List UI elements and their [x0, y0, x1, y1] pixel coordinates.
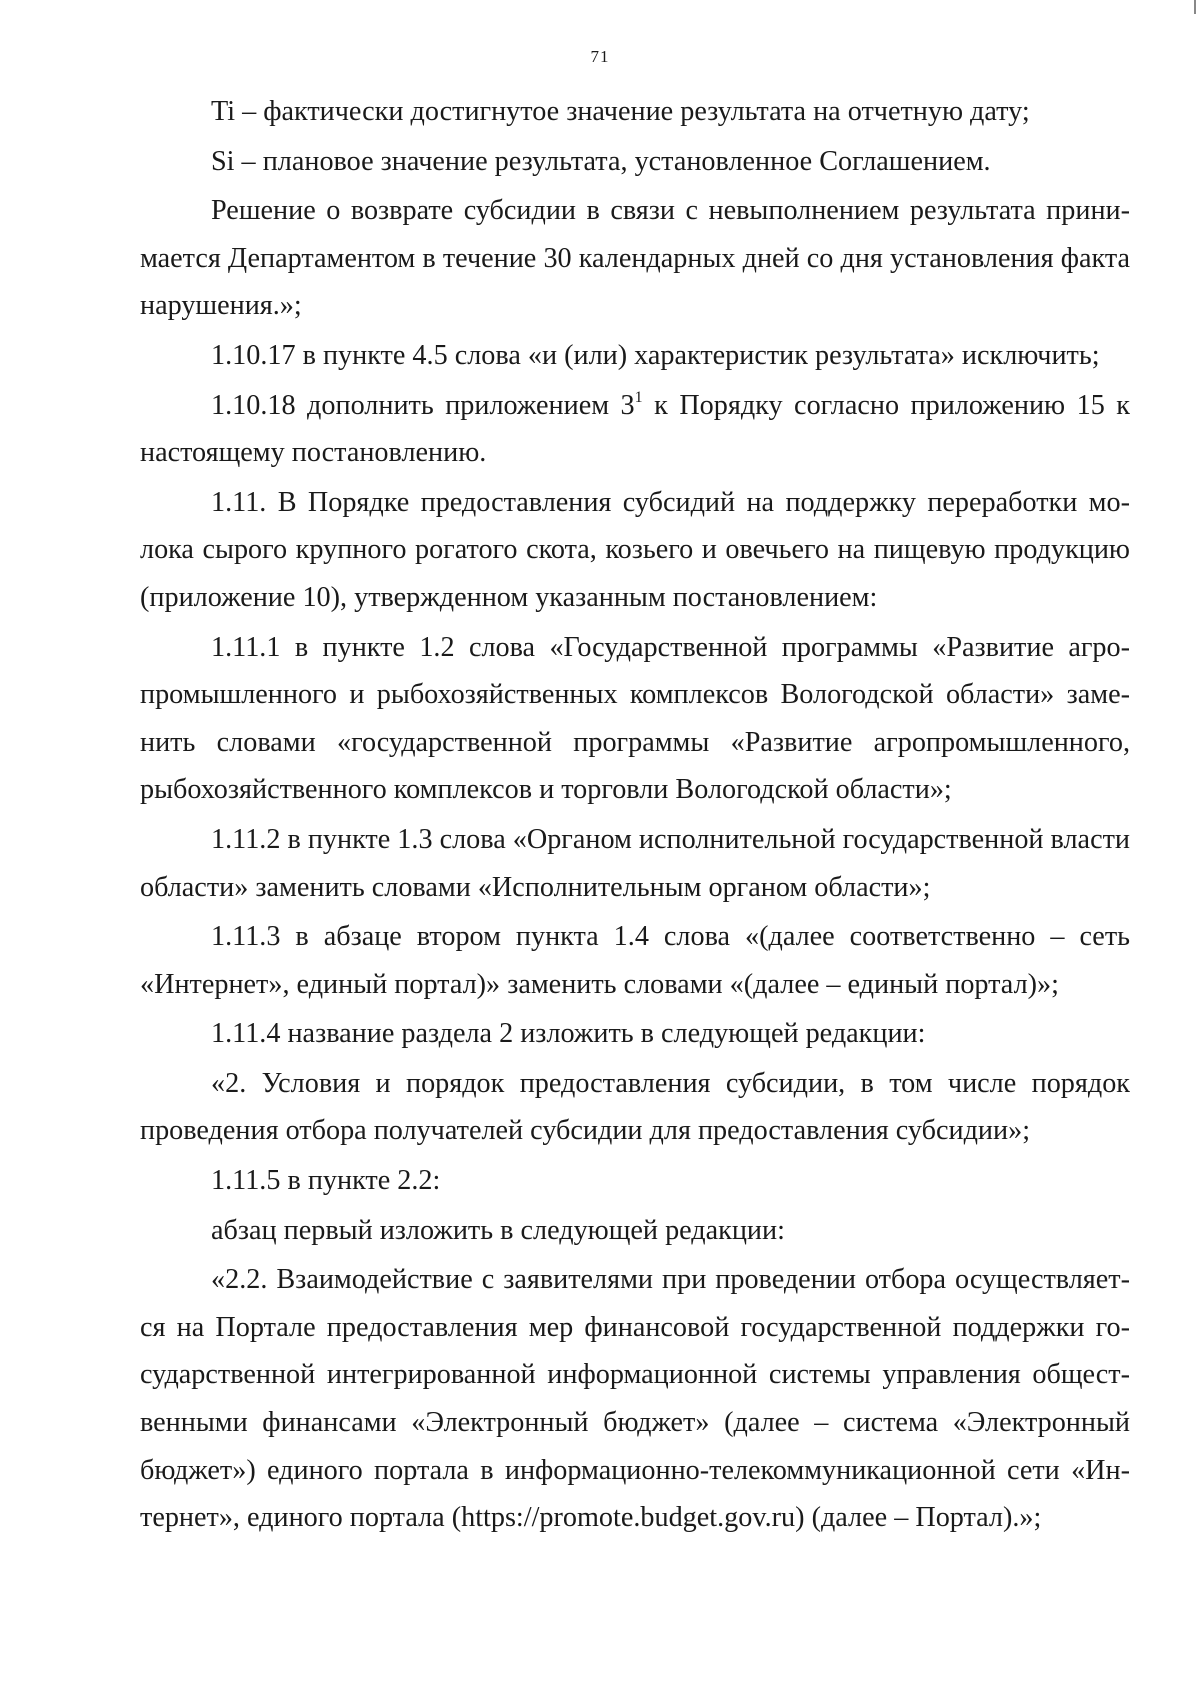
paragraph-item-1-11-1: 1.11.1 в пункте 1.2 слова «Государственной программы «Развитие агропромышленного и рыбохозяйственных комплексов Вологодской области» заменить словами «государственной программы «Развитие агропромышленного, рыбохозяйственного комплексов и торговли Вологодской области»; [140, 631, 1130, 806]
paragraph-subsidy-return-decision: Решение о возврате субсидии в связи с невыполнением результата принимается Департаментом в течение 30 календарных дней со дня установления факта нарушения.»; [140, 195, 1130, 322]
paragraph-first-abzac: абзац первый изложить в следующей редакции: [211, 1214, 785, 1246]
item-1-10-18-text-start: 1.10.18 дополнить приложением 3 [211, 389, 635, 421]
scan-edge-mark [1194, 0, 1196, 14]
paragraph-item-1-11-4: 1.11.4 название раздела 2 изложить в следующей редакции: [211, 1018, 926, 1050]
paragraph-item-2-2: «2.2. Взаимодействие с заявителями при проведении отбора осуществляется на Портале предоставления мер финансовой государственной поддержки государственной интегрированной информационной системы управления общественными финансами «Электронный бюджет» (далее – система «Электронный бюджет») единого портала в информационно-телекоммуникационной сети «Интернет», единого портала (https://promote.budget.gov.ru) (далее – Портал).»; [140, 1264, 1130, 1534]
paragraph-ti-definition: Ti – фактически достигнутое значение результата на отчетную дату; [211, 96, 1030, 127]
document-body [140, 88, 1130, 1542]
page-number: 71 [590, 47, 610, 66]
item-1-10-18-text-end: к Порядку согласно приложению 15 к настоящему постановлению. [140, 389, 1130, 469]
paragraph-item-1-10-18 [140, 382, 1130, 477]
paragraph-si-definition: Si – плановое значение результата, установленное Соглашением. [211, 145, 991, 177]
paragraph-item-1-11-3: 1.11.3 в абзаце втором пункта 1.4 слова «(далее соответственно – сеть «Интернет», единый портал)» заменить словами «(далее – единый портал)»; [140, 921, 1130, 1000]
paragraph-section-2-title: «2. Условия и порядок предоставления субсидии, в том числе порядок проведения отбора получателей субсидии для предоставления субсидии»; [140, 1067, 1130, 1147]
paragraph-item-1-11-2: 1.11.2 в пункте 1.3 слова «Органом исполнительной государственной власти области» заменить словами «Исполнительным органом области»; [140, 823, 1130, 903]
paragraph-item-1-11: 1.11. В Порядке предоставления субсидий на поддержку переработки молока сырого крупного рогатого скота, козьего и овечьего на пищевую продукцию (приложение 10), утвержденном указанным постановлением: [140, 486, 1130, 613]
paragraph-item-1-10-17: 1.10.17 в пункте 4.5 слова «и (или) характеристик результата» исключить; [211, 339, 1100, 371]
item-1-10-18-superscript: 1 [634, 388, 643, 406]
paragraph-item-1-11-5: 1.11.5 в пункте 2.2: [211, 1165, 441, 1197]
